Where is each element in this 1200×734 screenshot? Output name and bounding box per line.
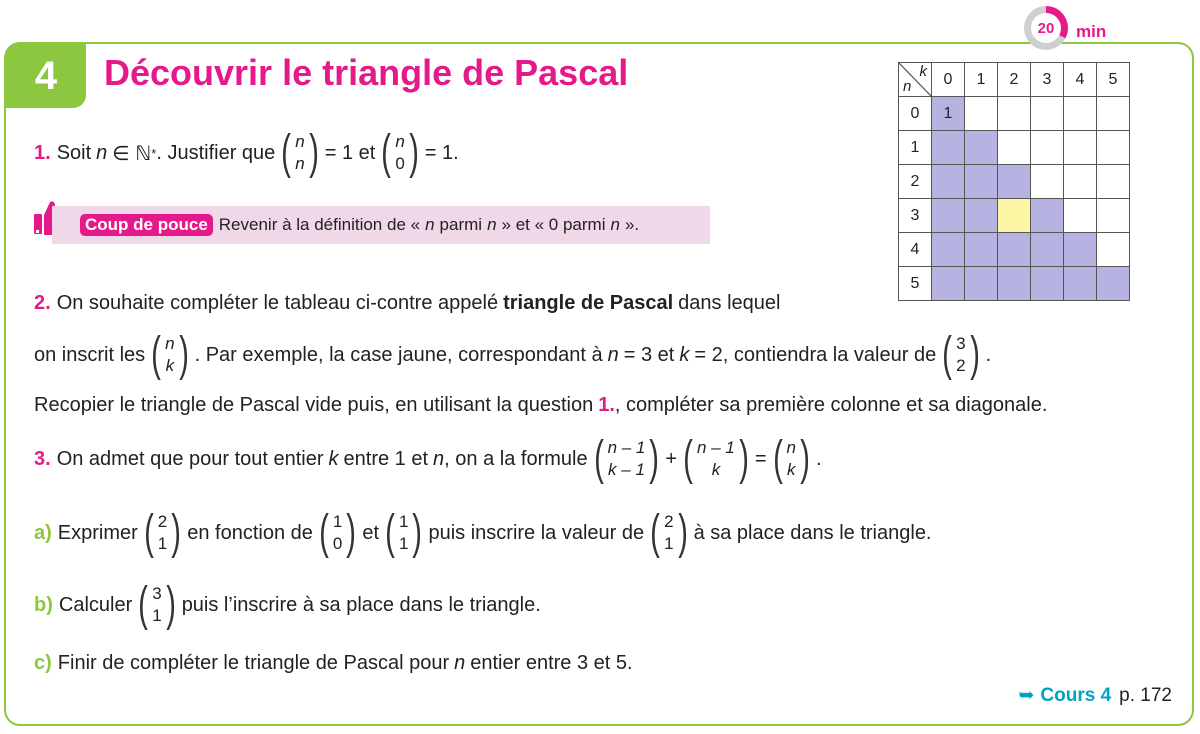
table-cell [1097, 267, 1130, 301]
hint-text-c: » et « 0 parmi [501, 215, 606, 234]
pascal-triangle-table [898, 62, 1130, 301]
table-cell [965, 97, 998, 131]
q1-star: * [151, 145, 157, 161]
table-cell [932, 233, 965, 267]
table-cell [1064, 199, 1097, 233]
q3-plus: + [665, 447, 678, 470]
table-cell [1097, 165, 1130, 199]
table-cell [965, 131, 998, 165]
question-3-label: 3. [34, 447, 51, 470]
col-header: 5 [1097, 63, 1130, 97]
table-cell [1031, 267, 1064, 301]
qc-var-n: n [454, 652, 466, 674]
q2-var-n: n [607, 343, 619, 366]
hint-text-b: parmi [439, 215, 483, 234]
question-3c-label: c) [34, 652, 52, 674]
question-3c [34, 652, 633, 675]
table-cell [1064, 97, 1097, 131]
table-cell [998, 233, 1031, 267]
table-cell [1064, 165, 1097, 199]
question-3b [34, 580, 541, 630]
q3-text-a: On admet que pour tout entier [56, 447, 324, 470]
col-header: 2 [998, 63, 1031, 97]
hint-text-d: ». [624, 215, 640, 234]
table-cell [932, 131, 965, 165]
question-3a [34, 508, 932, 558]
qa-text-d: puis inscrire la valeur de [428, 521, 645, 544]
course-link[interactable]: Cours 4 [1040, 684, 1112, 706]
table-cell [998, 131, 1031, 165]
q2-line2-end: . [985, 343, 992, 366]
timer-badge [1024, 6, 1114, 46]
q1-text-b: . Justifier que [156, 141, 276, 164]
q2-line3-b: , compléter sa première colonne et sa diagonale. [614, 394, 1048, 416]
q2-eq-k: = 2, contiendra la valeur de [694, 343, 937, 366]
table-cell [1031, 165, 1064, 199]
table-cell [1097, 233, 1130, 267]
binom-n-k: ( n k ) [151, 328, 189, 381]
qc-text-b: entier entre 3 et 5. [470, 652, 633, 674]
q2-line1-a: On souhaite compléter le tableau ci-contre appelé [56, 292, 499, 314]
question-1-label: 1. [34, 141, 51, 164]
q3-var-k: k [328, 447, 339, 470]
q3-text-b: entre 1 et [343, 447, 429, 470]
q2-line3-ref: 1. [598, 394, 615, 416]
table-cell [965, 233, 998, 267]
q1-text-a: Soit [56, 141, 92, 164]
table-cell [932, 165, 965, 199]
binom-n-k-result: ( n k ) [772, 432, 810, 485]
table-cell [1064, 131, 1097, 165]
col-header: 4 [1064, 63, 1097, 97]
table-row [899, 233, 1130, 267]
question-2-label: 2. [34, 292, 51, 314]
table-cell [1064, 233, 1097, 267]
table-cell [1031, 233, 1064, 267]
binom-n-0: ( n 0 ) [381, 126, 419, 179]
hint-n1: n [425, 215, 435, 234]
binom-n1-k1: ( n – 1 k – 1 ) [593, 432, 660, 485]
qa-text-a: Exprimer [57, 521, 138, 544]
exercise-number: 4 [6, 44, 86, 108]
table-cell [1097, 97, 1130, 131]
qa-text-b: en fonction de [187, 521, 313, 544]
table-corner-cell [899, 63, 932, 97]
row-header: 2 [899, 165, 932, 199]
row-header: 3 [899, 199, 932, 233]
q2-line2-a: on inscrit les [34, 343, 146, 366]
hint-box [52, 206, 710, 244]
table-row [899, 199, 1130, 233]
row-header: 5 [899, 267, 932, 301]
table-cell-highlighted [998, 199, 1031, 233]
q2-bold-term: triangle de Pascal [503, 292, 674, 314]
timer-minutes: 20 [1031, 13, 1061, 43]
table-cell [965, 199, 998, 233]
table-cell [1064, 267, 1097, 301]
hint-n2: n [487, 215, 497, 234]
table-cell [932, 267, 965, 301]
corner-n-label: n [903, 78, 912, 95]
qa-text-e: à sa place dans le triangle. [693, 521, 932, 544]
q2-eq-n: = 3 et [623, 343, 675, 366]
table-cell [1097, 131, 1130, 165]
binom-n-n: ( n n ) [281, 126, 319, 179]
table-cell [998, 165, 1031, 199]
q3-equals: = [754, 447, 767, 470]
table-cell [965, 165, 998, 199]
table-cell [965, 267, 998, 301]
hint-text-a: Revenir à la définition de « [218, 215, 421, 234]
binom-3-2: ( 3 2 ) [942, 328, 980, 381]
table-cell [1031, 97, 1064, 131]
qb-text-b: puis l’inscrire à sa place dans le triangle. [181, 593, 541, 616]
q2-line3-a: Recopier le triangle de Pascal vide puis, en utilisant la question [34, 394, 594, 416]
row-header: 4 [899, 233, 932, 267]
corner-k-label: k [919, 63, 927, 80]
table-cell [998, 267, 1031, 301]
table-cell [1031, 199, 1064, 233]
question-2-line1 [34, 292, 780, 315]
question-2-line3 [34, 394, 1047, 417]
binom-n1-k: ( n – 1 k ) [683, 432, 749, 485]
binom-2-1-again: ( 2 1 ) [650, 506, 688, 559]
q3-text-c: , on a la formule [444, 447, 588, 470]
question-3 [34, 434, 822, 484]
q1-eq2: = 1. [424, 141, 459, 164]
question-3a-label: a) [34, 521, 52, 544]
table-row [899, 131, 1130, 165]
timer-clock-icon [1024, 6, 1068, 50]
row-header: 1 [899, 131, 932, 165]
question-1 [34, 128, 459, 178]
table-cell [1031, 131, 1064, 165]
table-cell [932, 199, 965, 233]
row-header: 0 [899, 97, 932, 131]
binom-1-0: ( 1 0 ) [319, 506, 357, 559]
q1-eq1: = 1 et [324, 141, 376, 164]
q1-elem: ∈ ℕ [112, 142, 152, 165]
table-row [899, 97, 1130, 131]
q1-var-n: n [96, 141, 108, 164]
binom-3-1: ( 3 1 ) [138, 578, 176, 631]
hint-n3: n [610, 215, 620, 234]
qb-text-a: Calculer [58, 593, 133, 616]
course-reference[interactable] [1019, 684, 1173, 707]
table-cell [998, 97, 1031, 131]
table-row [899, 267, 1130, 301]
table-header-row [899, 63, 1130, 97]
table-cell: 1 [932, 97, 965, 131]
col-header: 3 [1031, 63, 1064, 97]
arrow-right-icon: ➥ [1018, 685, 1035, 706]
q2-line1-b: dans lequel [678, 292, 781, 314]
col-header: 1 [965, 63, 998, 97]
q2-var-k: k [679, 343, 690, 366]
exercise-title: Découvrir le triangle de Pascal [104, 52, 629, 93]
table-cell [1097, 199, 1130, 233]
question-3b-label: b) [34, 593, 53, 616]
qc-text-a: Finir de compléter le triangle de Pascal pour [57, 652, 450, 674]
table-row [899, 165, 1130, 199]
q3-var-n: n [433, 447, 445, 470]
question-2-line2 [34, 330, 991, 380]
hint-label: Coup de pouce [80, 214, 213, 236]
timer-unit: min [1076, 22, 1107, 41]
binom-2-1: ( 2 1 ) [144, 506, 182, 559]
q3-end: . [815, 447, 822, 470]
q2-line2-b: . Par exemple, la case jaune, correspondant à [194, 343, 603, 366]
col-header: 0 [932, 63, 965, 97]
binom-1-1: ( 1 1 ) [385, 506, 423, 559]
qa-text-c: et [362, 521, 380, 544]
page-ref: p. 172 [1119, 684, 1172, 706]
